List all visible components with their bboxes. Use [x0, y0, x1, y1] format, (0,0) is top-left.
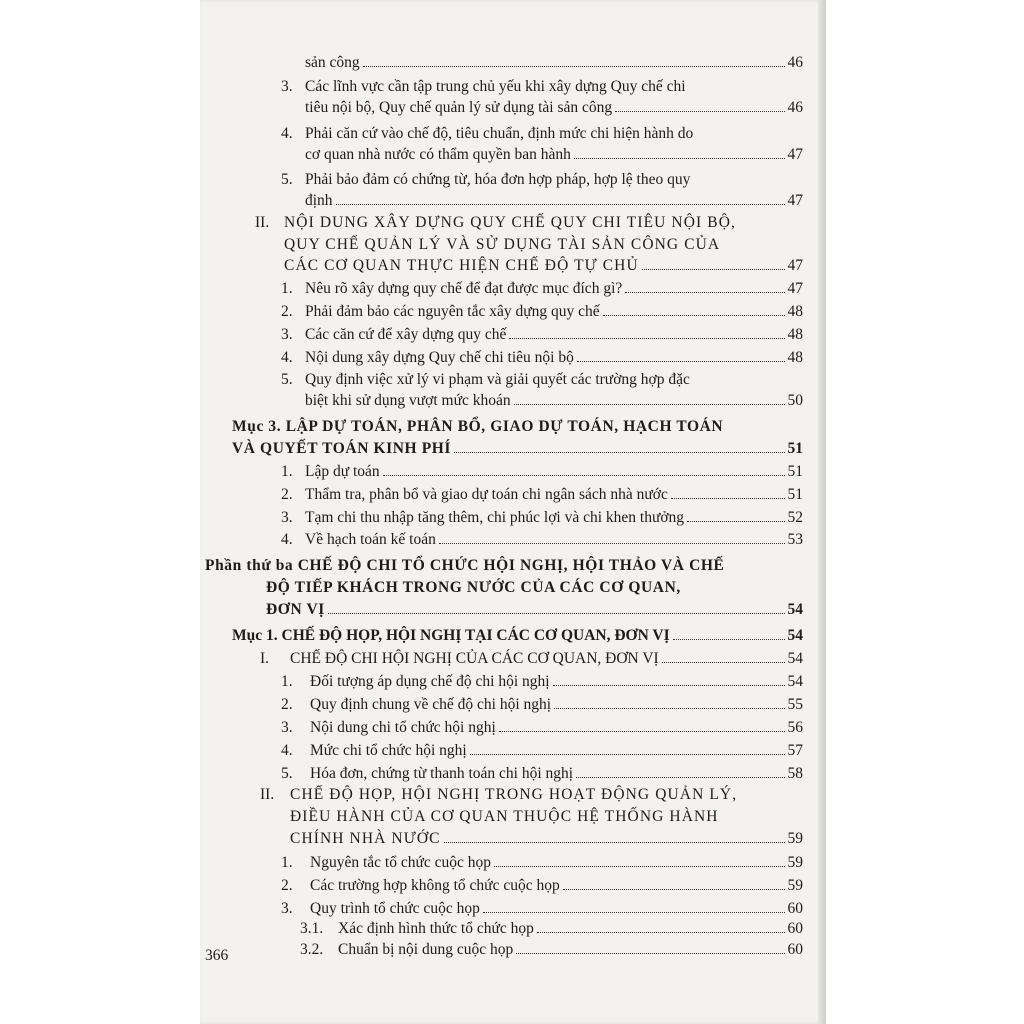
toc-page-number: 47: [787, 146, 803, 163]
toc-number: 4.: [281, 125, 293, 142]
toc-page-number: 59: [787, 854, 803, 871]
leader-dots: [603, 315, 785, 316]
toc-line: [232, 440, 803, 462]
toc-text: Thẩm tra, phân bổ và giao dự toán chi ngân sách nhà nước: [305, 486, 668, 503]
toc-text: Các căn cứ để xây dựng quy chế: [305, 326, 507, 343]
leader-dots: [516, 953, 784, 954]
toc-number: 1.: [281, 854, 293, 871]
toc-number: 5.: [281, 765, 293, 782]
toc-line: [310, 673, 803, 695]
toc-number: 4.: [281, 531, 293, 548]
toc-text: Mục 3. LẬP DỰ TOÁN, PHÂN BỔ, GIAO DỰ TOÁN, HẠCH TOÁN: [232, 418, 724, 435]
toc-number: 3.: [281, 719, 293, 736]
toc-text: Mục 1. CHẾ ĐỘ HỌP, HỘI NGHỊ TẠI CÁC CƠ QUAN, ĐƠN VỊ: [232, 627, 670, 644]
toc-page-number: 57: [787, 742, 803, 759]
leader-dots: [328, 613, 785, 614]
leader-dots: [509, 338, 784, 339]
toc-line: [305, 54, 803, 76]
toc-text: Lập dự toán: [305, 463, 380, 480]
toc-number: 1.: [281, 673, 293, 690]
leader-dots: [553, 685, 785, 686]
leader-dots: [514, 404, 785, 405]
toc-page-number: 60: [787, 941, 803, 958]
toc-text: Phần thứ ba CHẾ ĐỘ CHI TỔ CHỨC HỘI NGHỊ, HỘI THẢO VÀ CHẾ: [205, 557, 725, 574]
toc-line: [310, 719, 803, 741]
leader-dots: [499, 731, 785, 732]
toc-line: [305, 463, 803, 485]
toc-page-number: 48: [787, 349, 803, 366]
toc-text: CÁC CƠ QUAN THỰC HIỆN CHẾ ĐỘ TỰ CHỦ: [284, 257, 639, 274]
toc-page-number: 47: [787, 280, 803, 297]
toc-page-number: 54: [787, 601, 803, 618]
toc-text: Nội dung xây dựng Quy chế chi tiêu nội bộ: [305, 349, 574, 366]
leader-dots: [642, 269, 785, 270]
toc-number: 3.: [281, 509, 293, 526]
toc-text: CHÍNH NHÀ NƯỚC: [290, 830, 441, 847]
toc-text: Chuẩn bị nội dung cuộc họp: [338, 941, 514, 958]
toc-text: Phải bảo đảm có chứng từ, hóa đơn hợp pháp, hợp lệ theo quy: [305, 171, 691, 188]
toc-line: [290, 650, 803, 672]
toc-text: VÀ QUYẾT TOÁN KINH PHÍ: [232, 440, 452, 457]
toc-number: II.: [260, 786, 275, 803]
toc-line: [338, 920, 803, 942]
toc-line: [310, 765, 803, 787]
toc-line: [290, 830, 803, 852]
leader-dots: [576, 777, 784, 778]
toc-line: [305, 531, 803, 553]
toc-text: sản công: [305, 54, 360, 71]
toc-line: [305, 146, 803, 168]
toc-text: ĐIỀU HÀNH CỦA CƠ QUAN THUỘC HỆ THỐNG HÀNH: [290, 808, 719, 825]
toc-text: Đối tượng áp dụng chế độ chi hội nghị: [310, 673, 550, 690]
toc-text: Xác định hình thức tổ chức họp: [338, 920, 534, 937]
leader-dots: [537, 932, 785, 933]
toc-text: Các lĩnh vực cần tập trung chủ yếu khi xây dựng Quy chế chi: [305, 78, 686, 95]
toc-page-number: 47: [787, 192, 803, 209]
toc-page-number: 51: [787, 463, 803, 480]
toc-line: [284, 257, 803, 279]
toc-text: cơ quan nhà nước có thẩm quyền ban hành: [305, 146, 571, 163]
toc-page-number: 54: [787, 650, 803, 667]
toc-text: biệt khi sử dụng vượt mức khoán: [305, 392, 511, 409]
toc-text: Hóa đơn, chứng từ thanh toán chi hội nghị: [310, 765, 574, 782]
toc-line: [310, 854, 803, 876]
toc-page-number: 60: [787, 920, 803, 937]
toc-page-number: 46: [787, 54, 803, 71]
toc-number: 2.: [281, 877, 293, 894]
toc-text: NỘI DUNG XÂY DỰNG QUY CHẾ QUY CHI TIÊU NỘI BỘ,: [284, 214, 736, 231]
leader-dots: [662, 662, 785, 663]
toc-page-number: 55: [787, 696, 803, 713]
toc-line: [305, 192, 803, 214]
toc-text: QUY CHẾ QUẢN LÝ VÀ SỬ DỤNG TÀI SẢN CÔNG CỦA: [284, 236, 721, 253]
toc-line: [305, 349, 803, 371]
leader-dots: [687, 521, 784, 522]
toc-number: 1.: [281, 463, 293, 480]
toc-page-number: 59: [787, 830, 803, 847]
toc-text: Quy định chung về chế độ chi hội nghị: [310, 696, 552, 713]
toc-text: tiêu nội bộ, Quy chế quản lý sử dụng tài sản công: [305, 99, 613, 116]
toc-number: 4.: [281, 742, 293, 759]
leader-dots: [673, 639, 785, 640]
leader-dots: [454, 452, 784, 453]
toc-number: 3.: [281, 326, 293, 343]
toc-number: 1.: [281, 280, 293, 297]
toc-number: 4.: [281, 349, 293, 366]
leader-dots: [483, 912, 785, 913]
toc-number: 2.: [281, 303, 293, 320]
toc-text: Về hạch toán kế toán: [305, 531, 436, 548]
toc-line: [310, 696, 803, 718]
toc-number: 5.: [281, 371, 293, 388]
toc-line: [310, 877, 803, 899]
toc-line: [305, 509, 803, 531]
toc-number: 3.1.: [300, 920, 324, 937]
toc-line: [310, 742, 803, 764]
toc-page-number: 58: [787, 765, 803, 782]
toc-number: 2.: [281, 696, 293, 713]
toc-line: [266, 601, 803, 623]
toc-line: [232, 627, 803, 649]
toc-text: định: [305, 192, 333, 209]
toc-text: Phải đảm bảo các nguyên tắc xây dựng quy chế: [305, 303, 600, 320]
toc-text: Phải căn cứ vào chế độ, tiêu chuẩn, định mức chi hiện hành do: [305, 125, 694, 142]
toc-number: II.: [255, 214, 270, 231]
toc-page-number: 50: [787, 392, 803, 409]
toc-text: Nội dung chi tổ chức hội nghị: [310, 719, 496, 736]
toc-page-number: 59: [787, 877, 803, 894]
toc-number: 5.: [281, 171, 293, 188]
toc-line: [305, 99, 803, 121]
toc-line: [305, 280, 803, 302]
toc-page-number: 53: [787, 531, 803, 548]
leader-dots: [554, 708, 784, 709]
toc-page-number: 48: [787, 326, 803, 343]
toc-text: ĐƠN VỊ: [266, 601, 325, 618]
toc-text: Mức chi tổ chức hội nghị: [310, 742, 467, 759]
toc-line: [338, 941, 803, 963]
toc-text: CHẾ ĐỘ HỌP, HỘI NGHỊ TRONG HOẠT ĐỘNG QUẢN LÝ,: [290, 786, 738, 803]
toc-text: Quy định việc xử lý vi phạm và giải quyết các trường hợp đặc: [305, 371, 690, 388]
leader-dots: [336, 204, 785, 205]
toc-number: 3.: [281, 900, 293, 917]
toc-page-number: 60: [787, 900, 803, 917]
toc-text: Nêu rõ xây dựng quy chế để đạt được mục đích gì?: [305, 280, 623, 297]
toc-text: Các trường hợp không tổ chức cuộc họp: [310, 877, 560, 894]
leader-dots: [574, 158, 785, 159]
toc-page-number: 48: [787, 303, 803, 320]
leader-dots: [577, 361, 785, 362]
toc-line: [305, 486, 803, 508]
toc-page-number: 54: [787, 627, 803, 644]
toc-page-number: 51: [787, 440, 803, 457]
page-number: 366: [205, 947, 229, 964]
toc-number: 3.2.: [300, 941, 324, 958]
leader-dots: [625, 292, 784, 293]
leader-dots: [470, 754, 785, 755]
toc-number: 3.: [281, 78, 293, 95]
toc-text: Tạm chi thu nhập tăng thêm, chi phúc lợi và chi khen thưởng: [305, 509, 685, 526]
toc-page-number: 56: [787, 719, 803, 736]
leader-dots: [363, 66, 785, 67]
leader-dots: [615, 111, 784, 112]
toc-line: [310, 900, 803, 922]
toc-text: Nguyên tắc tổ chức cuộc họp: [310, 854, 491, 871]
toc-page-number: 52: [787, 509, 803, 526]
toc-page-number: 51: [787, 486, 803, 503]
toc-page-number: 54: [787, 673, 803, 690]
leader-dots: [439, 543, 785, 544]
leader-dots: [494, 866, 785, 867]
leader-dots: [444, 842, 785, 843]
leader-dots: [563, 889, 785, 890]
page-edge: [818, 0, 826, 1024]
toc-line: [305, 326, 803, 348]
toc-number: 2.: [281, 486, 293, 503]
toc-text: Quy trình tổ chức cuộc họp: [310, 900, 480, 917]
toc-page-number: 46: [787, 99, 803, 116]
toc-text: CHẾ ĐỘ CHI HỘI NGHỊ CỦA CÁC CƠ QUAN, ĐƠN VỊ: [290, 650, 659, 667]
toc-page-number: 47: [787, 257, 803, 274]
toc-line: [305, 392, 803, 414]
leader-dots: [383, 475, 785, 476]
toc-line: [305, 303, 803, 325]
leader-dots: [671, 498, 785, 499]
toc-number: I.: [260, 650, 270, 667]
toc-text: ĐỘ TIẾP KHÁCH TRONG NƯỚC CỦA CÁC CƠ QUAN,: [266, 579, 681, 596]
